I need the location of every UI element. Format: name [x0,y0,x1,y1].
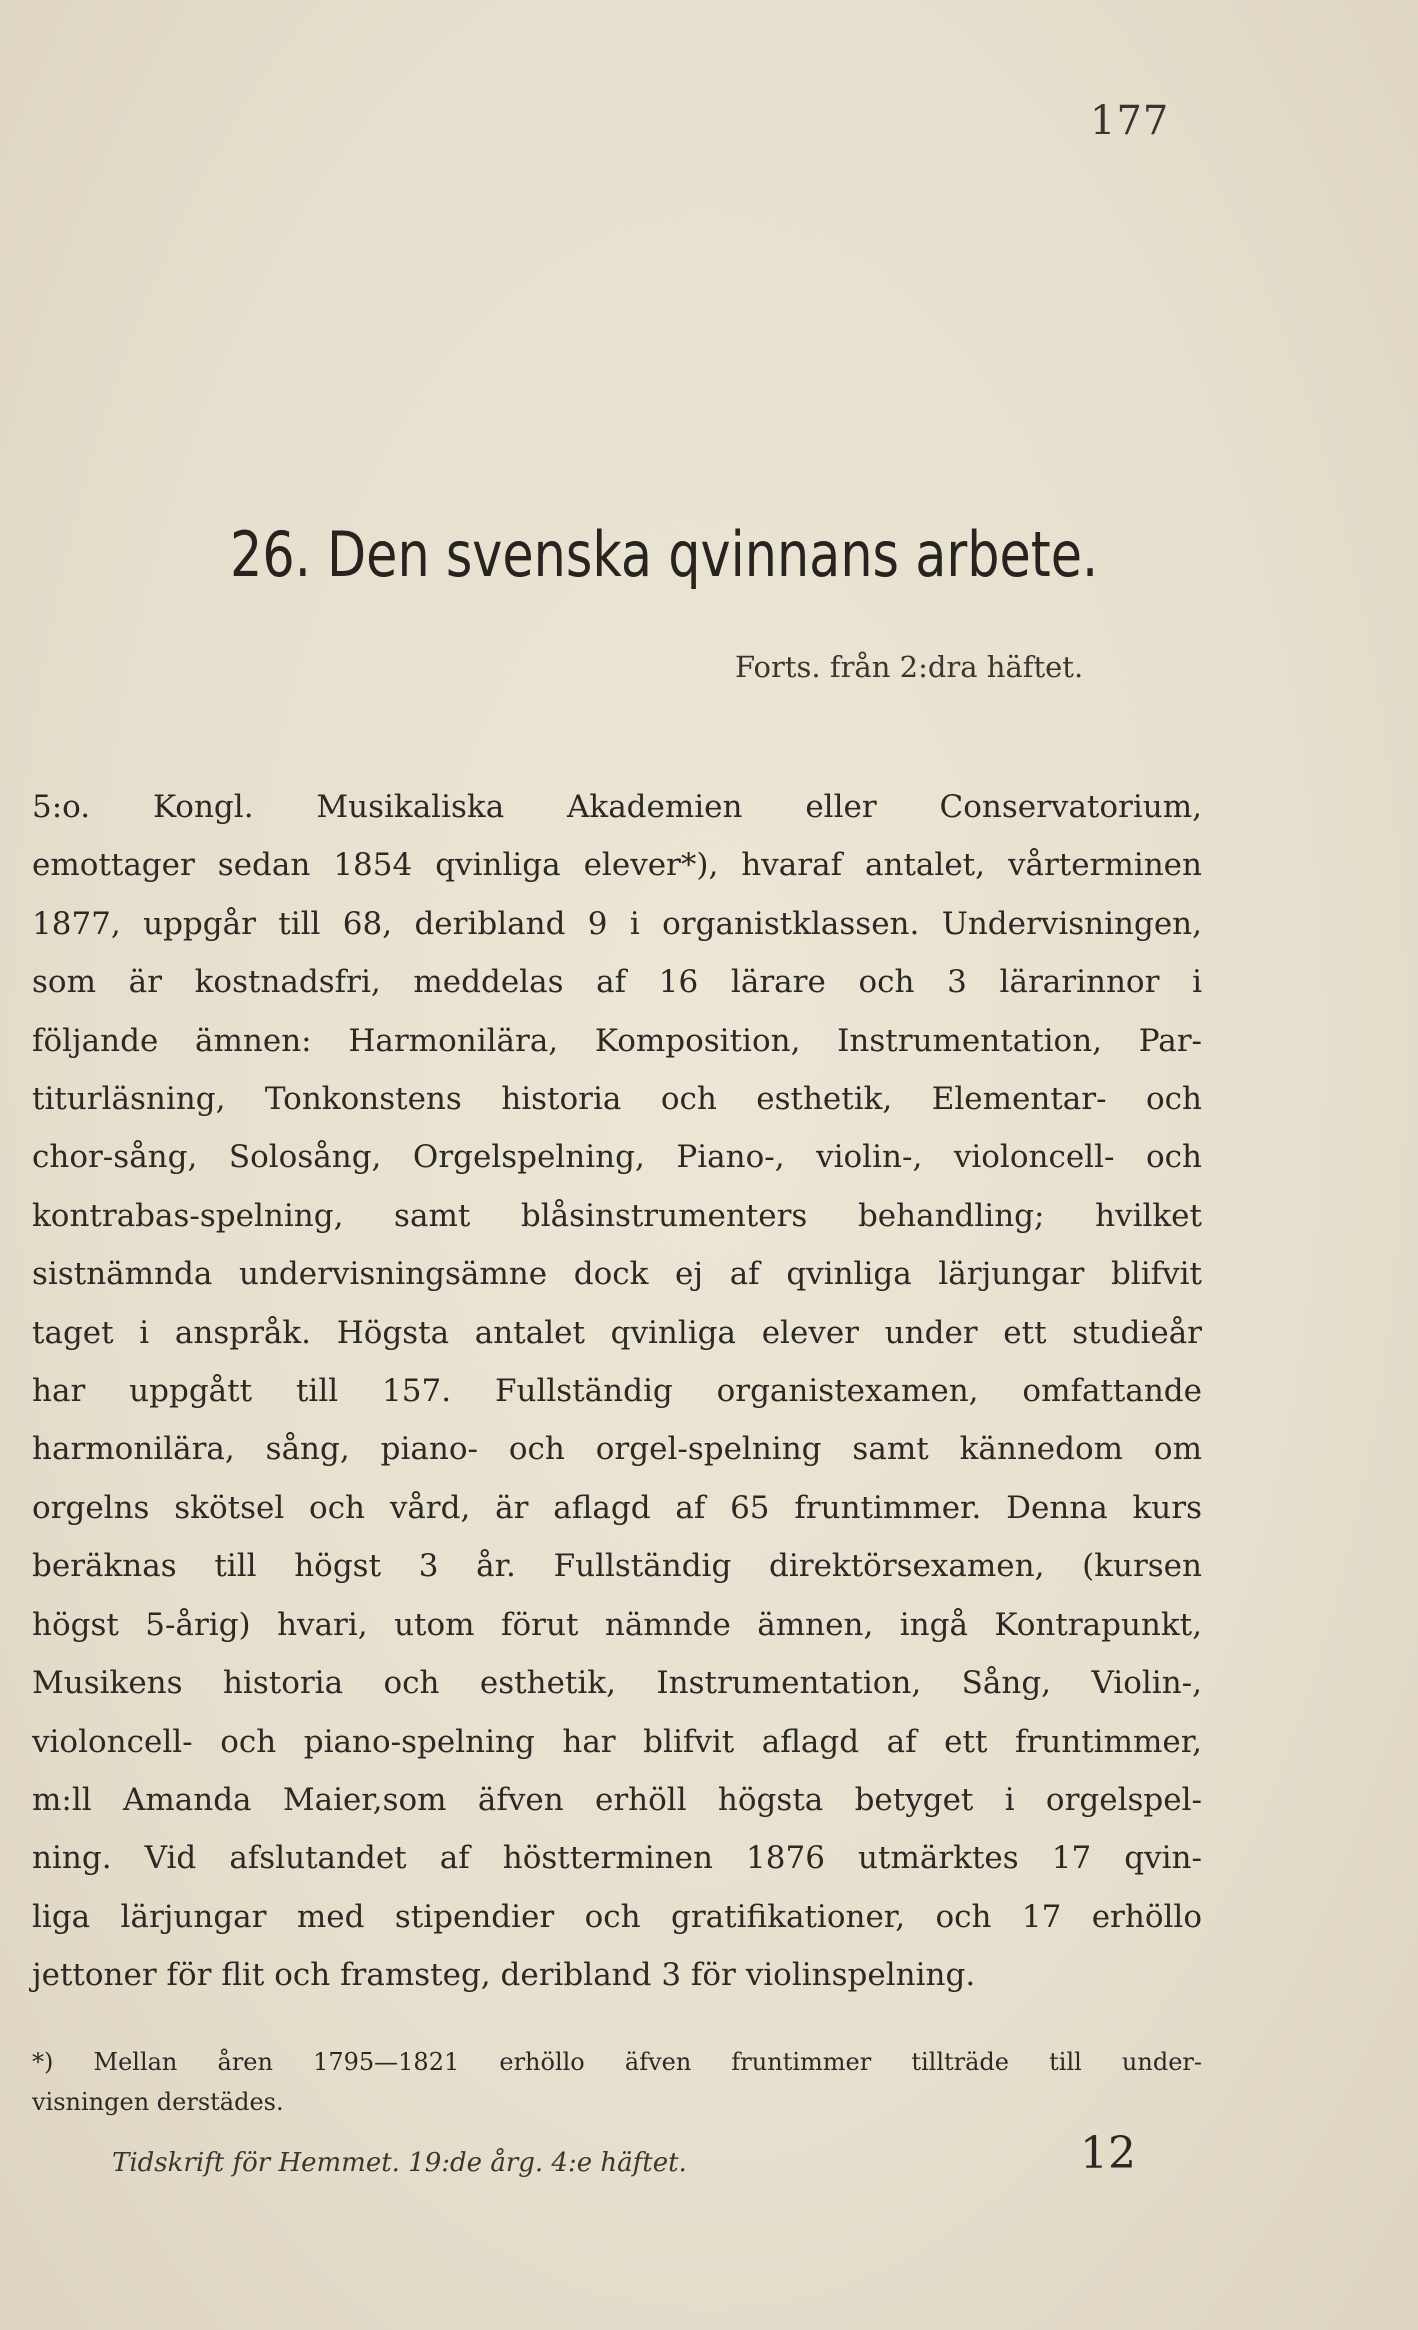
footnote-line: visningen derstädes. [32,2088,284,2116]
continuation-note: Forts. från 2:dra häftet. [735,650,1084,684]
section-heading: 26. Den svenska qvinnans arbete. [230,518,1099,591]
body-line: Musikens historia och esthetik, Instrumentation, Sång, Violin-, [32,1665,1202,1702]
page-number: 177 [1090,98,1170,144]
journal-signature: Tidskrift för Hemmet. 19:de årg. 4:e häftet. [112,2148,687,2178]
body-line: kontrabas-spelning, samt blåsinstrumenters behandling; hvilket [32,1197,1202,1234]
body-line: har uppgått till 157. Fullständig organistexamen, omfattande [32,1373,1202,1410]
body-line: m:ll Amanda Maier,som äfven erhöll högsta betyget i orgelspel- [32,1781,1202,1818]
body-line: harmonilära, sång, piano- och orgel-spelning samt kännedom om [32,1431,1202,1468]
footnote-line: *) Mellan åren 1795—1821 erhöllo äfven fruntimmer tillträde till under- [32,2048,1202,2076]
body-line: ning. Vid afslutandet af höstterminen 1876 utmärktes 17 qvin- [32,1840,1202,1877]
body-line: taget i anspråk. Högsta antalet qvinliga elever under ett studieår [32,1314,1202,1351]
body-line: som är kostnadsfri, meddelas af 16 lärare och 3 lärarinnor i [32,964,1202,1001]
body-line: titurläsning, Tonkonstens historia och esthetik, Elementar- och [32,1081,1202,1118]
body-line: orgelns skötsel och vård, är aflagd af 65 fruntimmer. Denna kurs [32,1489,1202,1526]
body-line: violoncell- och piano-spelning har blifvit aflagd af ett fruntimmer, [32,1723,1202,1760]
body-line: liga lärjungar med stipendier och gratifikationer, och 17 erhöllo [32,1898,1202,1935]
body-line: 1877, uppgår till 68, deribland 9 i organistklassen. Undervisningen, [32,905,1202,942]
sheet-number: 12 [1080,2128,1136,2179]
body-line: följande ämnen: Harmonilära, Komposition, Instrumentation, Par- [32,1022,1202,1059]
body-line: sistnämnda undervisningsämne dock ej af qvinliga lärjungar blifvit [32,1256,1202,1293]
body-line: emottager sedan 1854 qvinliga elever*), hvaraf antalet, vårterminen [32,847,1202,884]
journal-footer [112,2148,1162,2178]
footnote [32,2042,1202,2122]
body-line: högst 5-årig) hvari, utom förut nämnde ämnen, ingå Kontrapunkt, [32,1606,1202,1643]
body-paragraph [32,778,1202,2005]
body-line: chor-sång, Solosång, Orgelspelning, Piano-, violin-, violoncell- och [32,1139,1202,1176]
body-line: 5:o. Kongl. Musikaliska Akademien eller Conservatorium, [32,789,1202,825]
body-line: jettoner för flit och framsteg, deribland 3 för violinspelning. [32,1957,976,1994]
body-line: beräknas till högst 3 år. Fullständig direktörsexamen, (kursen [32,1548,1202,1585]
